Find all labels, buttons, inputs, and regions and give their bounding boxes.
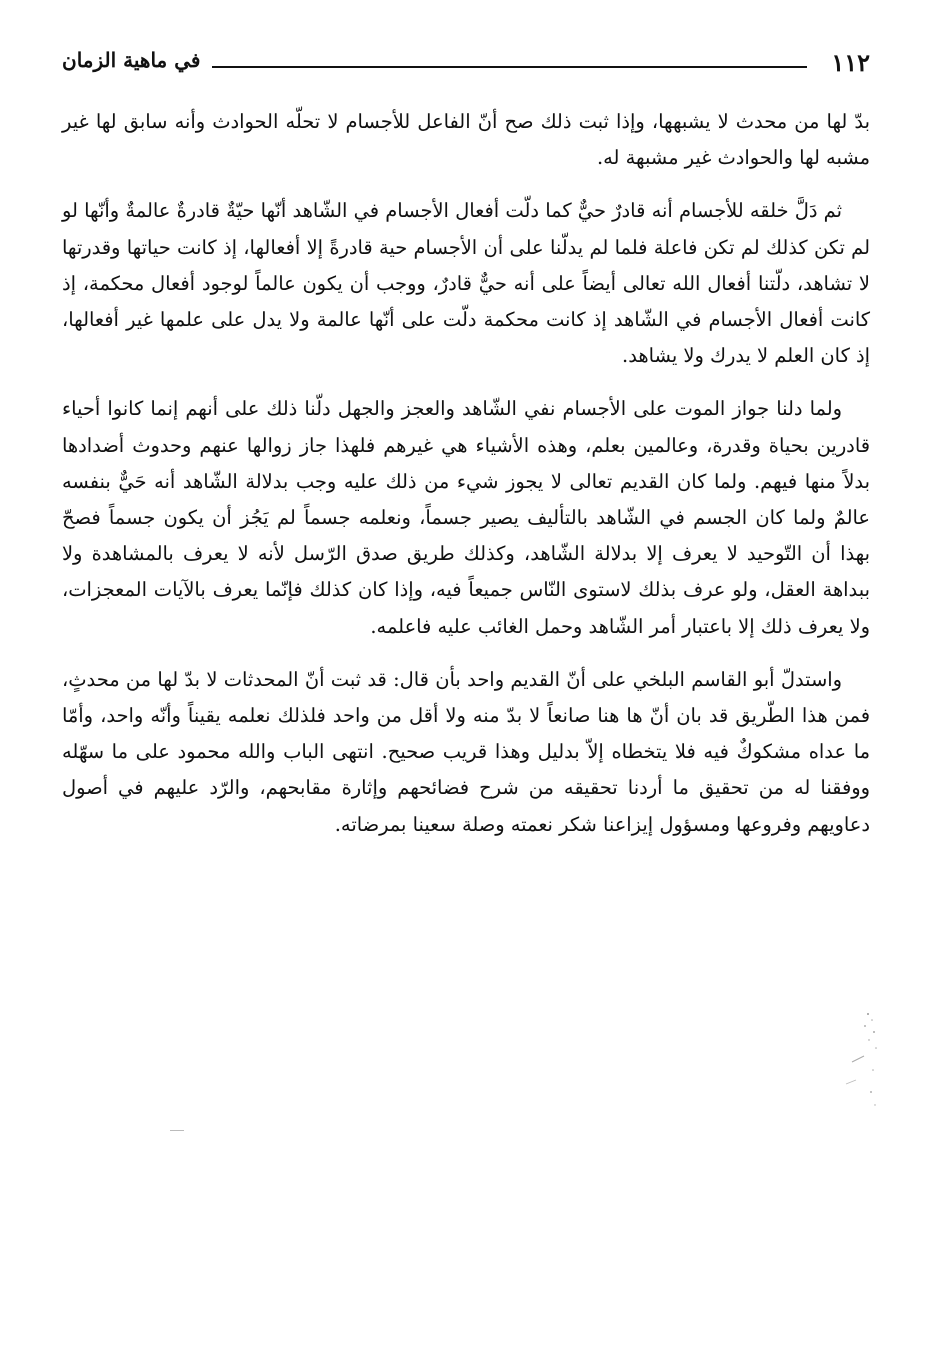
page-header bbox=[62, 48, 870, 88]
scan-smudge bbox=[838, 1010, 878, 1120]
paragraph-continuation bbox=[62, 104, 870, 176]
text-line: يشاهد. bbox=[622, 344, 678, 368]
text-line: يعرف ذلك إلا باعتبار أمر الشّاهد وحمل الغائب عليه فاعلمه. bbox=[370, 614, 844, 638]
text-line: ووجب أن يكون عالماً لوجود أفعال محكمة، إذ كانت أفعال الأجسام في الشّاهد إذ كانت bbox=[62, 271, 870, 332]
text-line: ذلك عليه وجب بدلالة الشّاهد أنه حَيٌّ بنفسه عالمٌ ولما كان الجسم في الشّاهد بالتأليف bbox=[62, 469, 870, 530]
running-title: في ماهية الزمان bbox=[62, 48, 201, 72]
text-line: عالمةٌ وأنّها لو لم تكن كذلك لم تكن فاعلة فلما لم يدلّنا على أن الأجسام حية قادرةً إلا bbox=[62, 199, 870, 259]
text-line: انتهى الباب والله محمود على ما سهّله ووفقنا له من تحقيق ما أردنا تحقيقه من شرح bbox=[62, 740, 870, 800]
text-line: نعمته وصلة سعينا بمرضاته. bbox=[334, 812, 553, 836]
text-line: إنما كانوا أحياء قادرين بحياة وقدرة، وعالمين بعلم، وهذه الأشياء هي غيرهم فلهذا جاز bbox=[62, 397, 870, 457]
text-line: فضائحهم وإثارة مقابحهم، والرّد عليهم في أصول دعاويهم وفروعها ومسؤول إيزاعنا شكر bbox=[62, 776, 870, 836]
text-line: بدّ لها من محدث لا يشبهها، وإذا ثبت ذلك صح أنّ الفاعل للأجسام لا تحلّه الحوادث وأنه bbox=[174, 110, 870, 133]
header-rule bbox=[212, 66, 807, 68]
stray-mark bbox=[170, 1130, 184, 1131]
text-line: محكمة دلّت على أنّها عالمة ولا يدل على علمها غير أفعالها، إذ كان العلم لا يدرك ولا bbox=[62, 308, 870, 368]
text-line: ولما دلنا جواز الموت على الأجسام نفي الشّاهد والعجز والجهل دلّنا ذلك على أنهم bbox=[185, 397, 842, 421]
text-line: واستدلّ أبو القاسم البلخي على أنّ القديم واحد بأن قال: قد ثبت أنّ المحدثات لا بدّ bbox=[184, 667, 842, 691]
page-number: ١١٢ bbox=[831, 48, 870, 77]
paragraph bbox=[62, 662, 870, 843]
text-line: يصير جسماً، ونعلمه جسماً لم يَجُز أن يكون جسماً فصحّ بهذا أن التّوحيد لا يعرف إلا bbox=[62, 506, 870, 566]
text-line: عرف بذلك لاستوى النّاس جميعاً فيه، وإذا كان كذلك فإنّما يعرف بالآيات المعجزات، ولا bbox=[62, 578, 870, 638]
paragraph bbox=[62, 193, 870, 374]
text-line: سابق لها غير مشبه لها والحوادث غير مشبهة له. bbox=[62, 110, 870, 170]
text-line: بدلالة الشّاهد، وكذلك طريق صدق الرّسل لأنه لا يعرف بالمشاهدة ولا ببداهة العقل، ولو bbox=[62, 542, 870, 602]
text-line: أفعالها، إذ كانت حياتها وقدرتها لا تشاهد، دلّتنا أفعال الله تعالى أيضاً على أنه حيٌّ قادرٌ، bbox=[62, 235, 870, 295]
paragraph bbox=[62, 391, 870, 644]
text-line: زوالها عنهم وحدوث أضدادها بدلاً منها فيهم. ولما كان القديم تعالى لا يجوز شيء من bbox=[62, 433, 870, 493]
body-text bbox=[62, 104, 870, 843]
text-line: لها من محدثٍ، فمن هذا الطّريق قد بان أنّ ها هنا صانعاً لا بدّ منه ولا أقل من واحد فلذلك bbox=[62, 667, 870, 728]
text-line: نعلمه يقيناً وأنّه واحد، وأمّا ما عداه مشكوكٌ فيه فلا يتخطاه إلاّ بدليل وهذا قريب صحيح. bbox=[62, 704, 870, 764]
text-line: ثم دَلَّ خلقه للأجسام أنه قادرٌ حيٌّ كما دلّت أفعال الأجسام في الشّاهد أنّها حيّةٌ قادرةٌ bbox=[176, 199, 842, 223]
